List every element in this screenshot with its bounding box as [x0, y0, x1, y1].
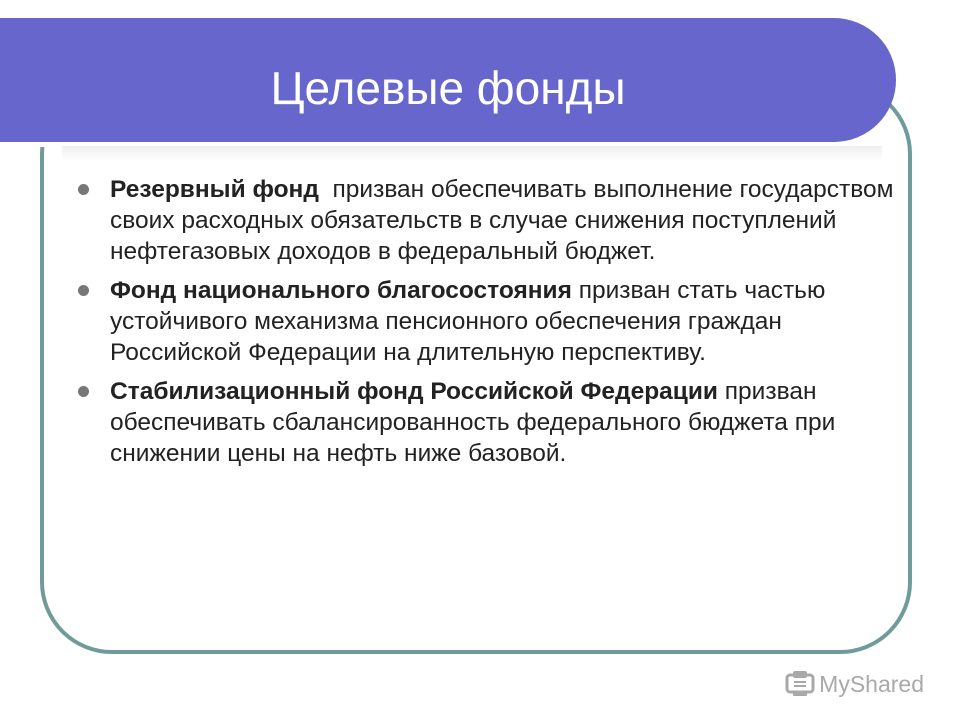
myshared-logo-icon — [785, 670, 815, 698]
watermark-text: MyShared — [819, 671, 924, 697]
bullet-heading: Стабилизационный фонд Российской Федерации — [110, 378, 718, 405]
bullet-heading: Фонд национального благосостояния — [110, 277, 572, 304]
bullet-item-national-wealth-fund — [78, 275, 908, 368]
myshared-watermark — [785, 670, 924, 698]
bullet-text: призван обеспечивать сбалансированность федерального бюджета при снижении цены на нефть ниже базовой. — [110, 378, 843, 467]
bullet-dot-icon — [78, 386, 89, 397]
bullet-list — [78, 174, 908, 477]
bullet-dot-icon — [78, 184, 89, 195]
title-banner — [0, 18, 896, 142]
content-shadow — [62, 146, 882, 162]
bullet-item-reserve-fund — [78, 174, 908, 267]
slide-title: Целевые фонды — [270, 62, 626, 114]
bullet-heading: Резервный фонд — [110, 176, 319, 203]
bullet-dot-icon — [78, 285, 89, 296]
bullet-text: призван обеспечивать выполнение государством своих расходных обязательств в случае снижения поступлений нефтегазовых доходов в федеральный бюджет. — [110, 176, 901, 265]
bullet-item-stabilization-fund — [78, 376, 908, 469]
bullet-text: призван стать частью устойчивого механизма пенсионного обеспечения граждан Российской Федерации на длительную перспективу. — [110, 277, 833, 366]
